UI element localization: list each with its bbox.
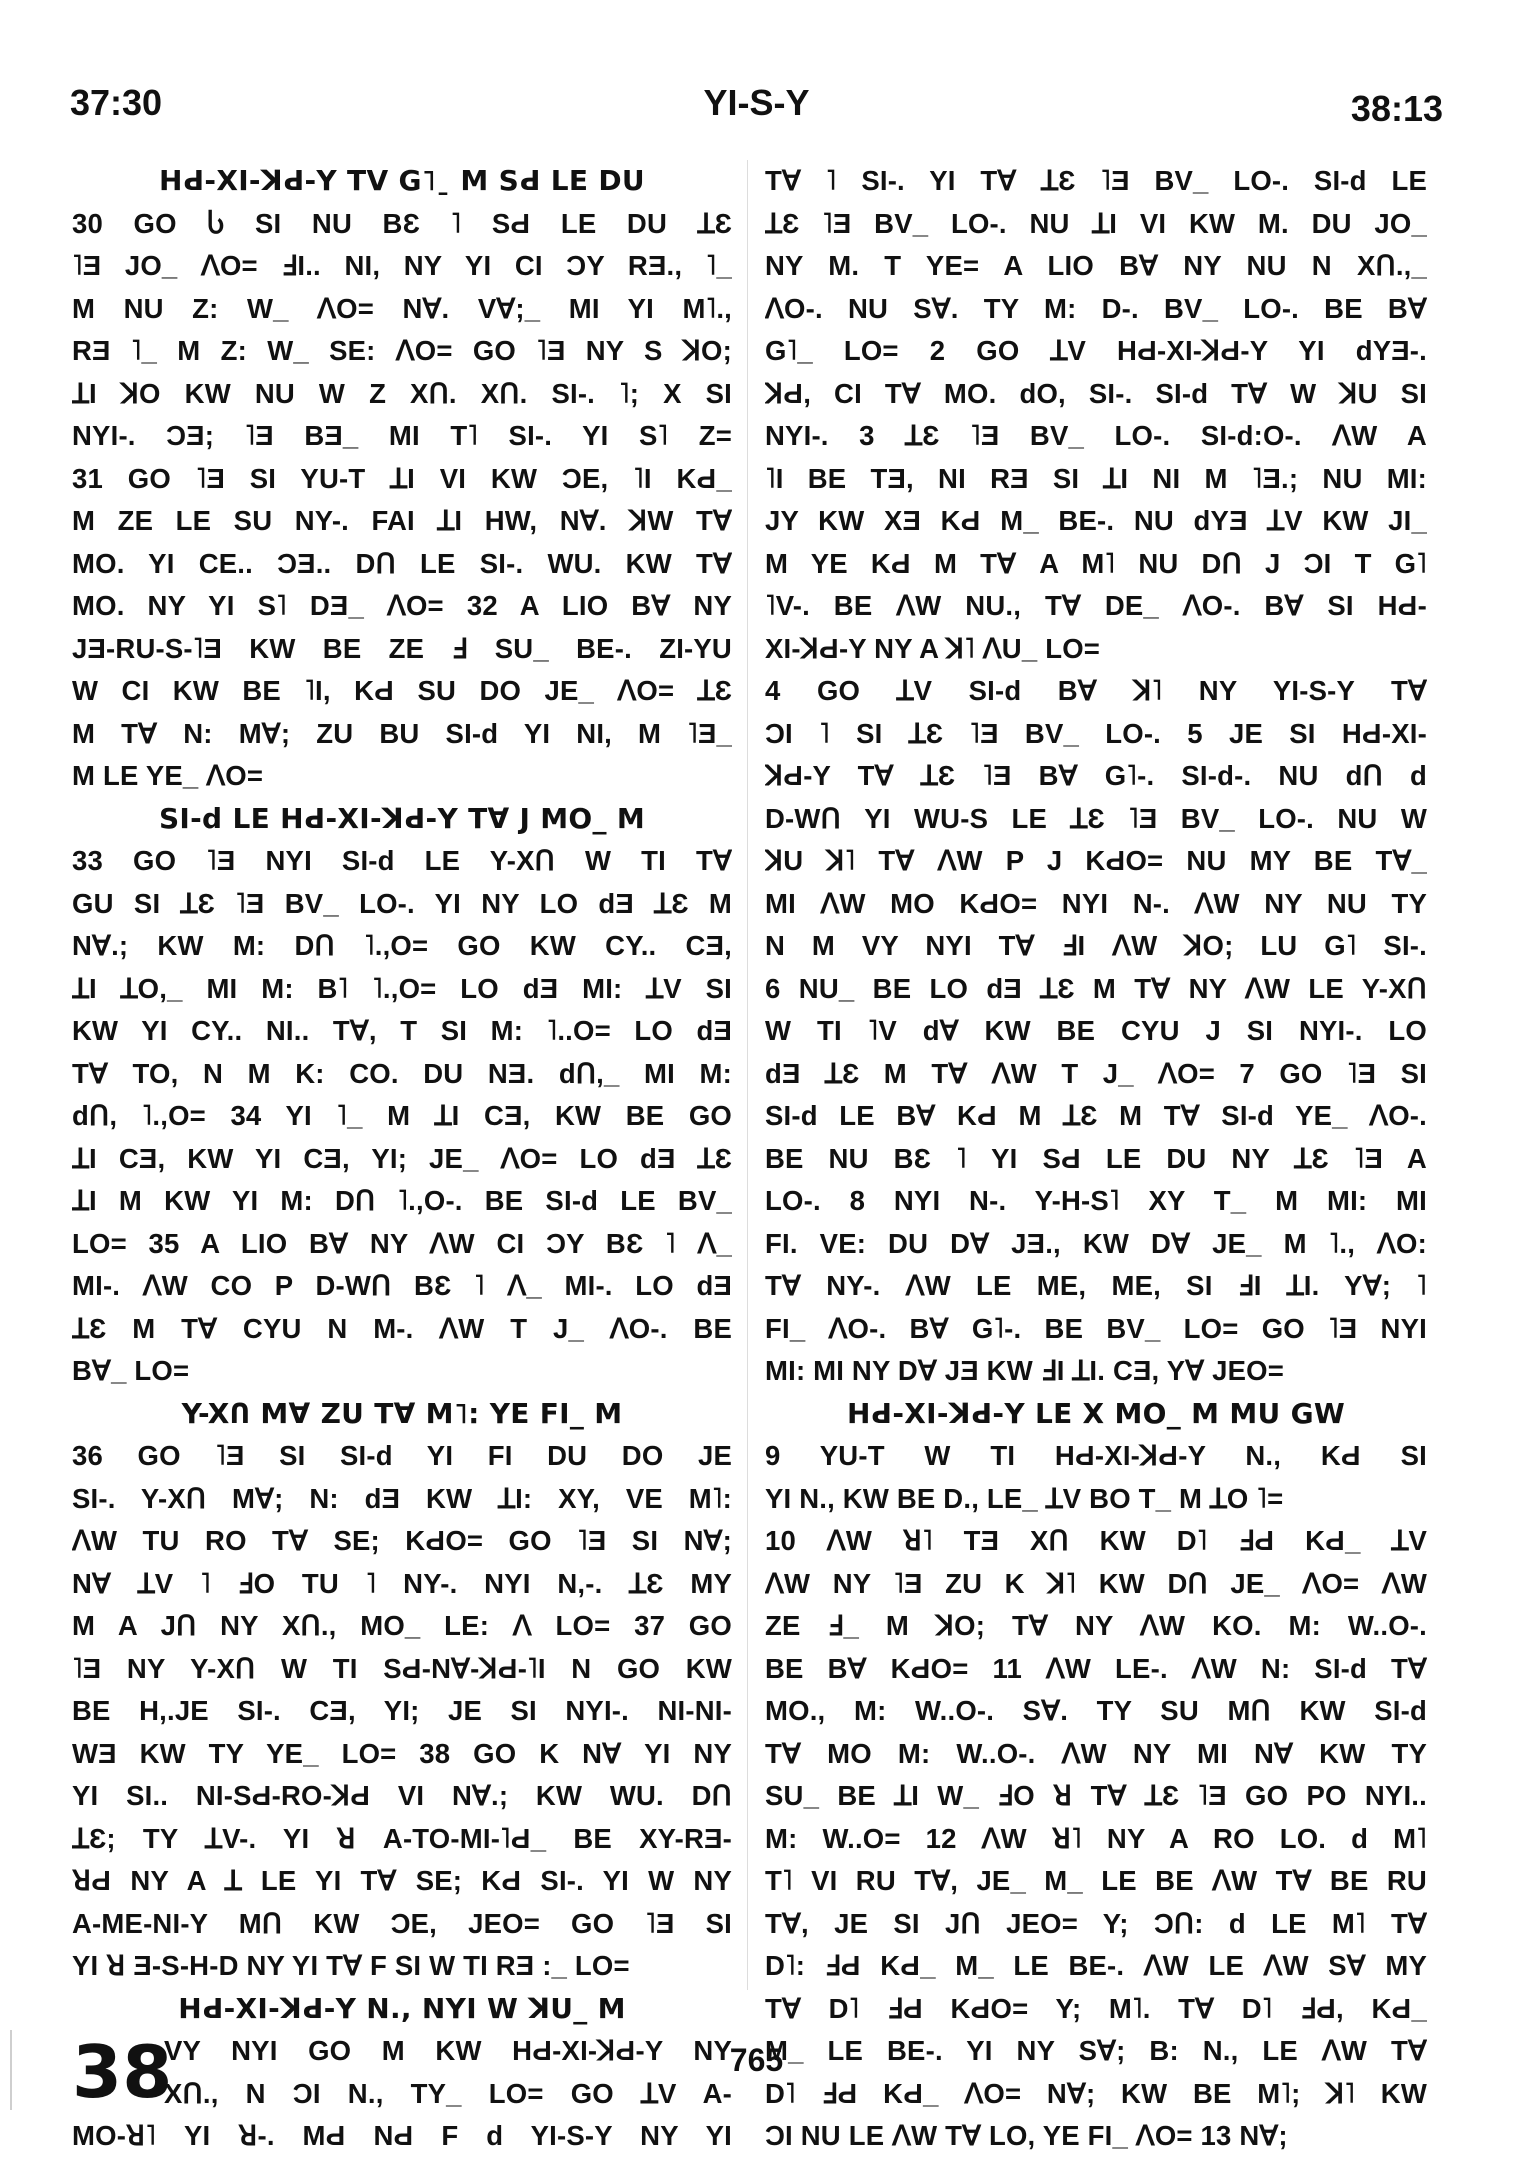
right-text-column <box>765 160 1427 2158</box>
text-line: Tꓯ D˥ ℲԀ KԀO= Y; M˥. Tꓯ D˥ ℲԀ, KԀ_ <box>765 1992 1427 2024</box>
text-line: ˥V-. BE ꓥW NU., Tꓯ DE_ ꓥO-. Bꓯ SI HԀ- <box>765 590 1427 621</box>
text-line: ꓥW TU RO Tꓯ SE; KԀO= GO ˥Ǝ SI Nꓯ; <box>72 1525 732 1556</box>
text-line: XI-ꓘԀ-Y NY A ꓘ˥ ꓥU_ LO= <box>765 632 1101 664</box>
text-line: M A JՈ NY XՈ., MO_ LE: ꓥ LO= 37 GO <box>72 1610 732 1641</box>
text-line: ꓕI ꓕO,_ MI M: B˥ ˥.,O= LO dƎ MI: ꓕV SI <box>72 972 732 1004</box>
running-head-end-ref: 38:13 <box>1350 88 1443 129</box>
text-line: 10 ꓥW ꓤ˥ TƎ XՈ KW D˥ ℲԀ KԀ_ ꓕV <box>765 1525 1427 1556</box>
text-line: ZE Ⅎ_ M ꓘO; Tꓯ NY ꓥW KO. M: W..O-. <box>765 1610 1427 1641</box>
text-line: SI-d LE Bꓯ KԀ M ꓕƐ M Tꓯ SI-d YE_ ꓥO-. <box>765 1100 1427 1131</box>
running-head-book-title: YI-S-Y <box>703 82 810 123</box>
verse-paragraph <box>72 1435 732 1988</box>
text-line: BE Bꓯ KԀO= 11 ꓥW LE-. ꓥW N: SI-d Tꓯ <box>765 1652 1427 1684</box>
text-line: W CI KW BE ˥I, KԀ SU DO JE_ ꓥO= ꓕƐ <box>72 675 732 706</box>
verse-paragraph <box>72 203 732 798</box>
text-line: MO., M: W..O-. Sꓯ. TY SU MՈ KW SI-d <box>765 1695 1427 1726</box>
page-number: 765 <box>729 2042 784 2078</box>
text-line: ꓕƐ M Tꓯ CYU N M-. ꓥW T J_ ꓥO-. BE <box>72 1312 732 1344</box>
text-line: MO-ꓤ˥ YI ꓤ-. MԀ NԀ F d YI-S-Y NY YI <box>72 2120 732 2151</box>
text-line: ꓘԀ, CI Tꓯ MO. dO, SI-. SI-d Tꓯ W ꓘU SI <box>765 377 1427 409</box>
verse-paragraph <box>765 160 1427 670</box>
text-line: JƎ-RU-S-˥Ǝ KW BE ZE Ⅎ SU_ BE-. ZI-YU <box>72 632 732 664</box>
text-line: MI: MI NY Dꓯ JƎ KW ℲI ꓕI. CƎ, Yꓯ JEO= <box>765 1355 1285 1386</box>
text-line: ꓕƐ ˥Ǝ BV_ LO-. NU ꓕI VI KW M. DU JO_ <box>765 207 1427 239</box>
text-line: ꓘU ꓘ˥ Tꓯ ꓥW P J KԀO= NU MY BE Tꓯ_ <box>765 845 1427 876</box>
running-head <box>70 82 1443 132</box>
text-line: ꓕI ꓘO KW NU W Z XՈ. XՈ. SI-. ˥; X SI <box>72 377 732 409</box>
running-head-start-ref: 37:30 <box>70 82 163 123</box>
text-line: 36 GO ˥Ǝ SI SI-d YI FI DU DO JE <box>72 1440 732 1471</box>
text-line: ꓕI M KW YI M: DՈ ˥.,O-. BE SI-d LE BV_ <box>72 1185 732 1216</box>
verse-paragraph <box>765 670 1427 1393</box>
text-line: dՈ, ˥.,O= 34 YI ˥_ M ꓕI CƎ, KW BE GO <box>72 1100 732 1131</box>
text-line: MO. NY YI S˥ DƎ_ ꓥO= 32 A LIO Bꓯ NY <box>72 590 732 621</box>
text-line: ˥Ǝ JO_ ꓥO= ℲI.. NI, NY YI CI ƆY RƎ., ˥_ <box>72 250 732 281</box>
text-line: Nꓯ.; KW M: DՈ ˥.,O= GO KW CY.. CƎ, <box>72 930 732 961</box>
text-line: KW YI CY.. NI.. Tꓯ, T SI M: ˥..O= LO dƎ <box>72 1015 732 1046</box>
section-heading: Y-XՈ Mꓯ ZU Tꓯ M˥: YE FI_ M <box>181 1396 623 1430</box>
text-line: SI-. Y-XՈ Mꓯ; N: dƎ KW ꓕI: XY, VE M˥: <box>72 1482 732 1514</box>
text-line: NY M. T YE= A LIO Bꓯ NY NU N XՈ.,_ <box>765 250 1427 281</box>
text-line: M Tꓯ N: Mꓯ; ZU BU SI-d YI NI, M ˥Ǝ_ <box>72 717 732 749</box>
text-line: ƆI ˥ SI ꓕƐ ˥Ǝ BV_ LO-. 5 JE SI HԀ-XI- <box>765 717 1427 749</box>
left-text-column <box>72 160 732 2158</box>
text-line: D˥ ℲԀ KԀ_ ꓥO= Nꓯ; KW BE M˥; ꓘ˥ KW <box>765 2077 1427 2109</box>
text-line: LO-. 8 NYI N-. Y-H-S˥ XY T_ M MI: MI <box>765 1185 1427 1216</box>
section-heading: HԀ-XI-ꓘԀ-Y TV G˥ˍ M SԀ LE DU <box>159 164 645 197</box>
text-line: M: W..O= 12 ꓥW ꓤ˥ NY A RO LO. d M˥ <box>765 1822 1427 1854</box>
text-line: A-ME-NI-Y MՈ KW ƆE, JEO= GO ˥Ǝ SI <box>72 1907 732 1939</box>
text-line: MI-. ꓥW CO P D-WՈ BƐ ˥ ꓥ_ MI-. LO dƎ <box>72 1270 732 1301</box>
text-line: FI_ ꓥO-. Bꓯ G˥-. BE BV_ LO= GO ˥Ǝ NYI <box>765 1312 1427 1344</box>
text-line: W TI ˥V dꓯ KW BE CYU J SI NYI-. LO <box>765 1015 1427 1046</box>
text-line: Tꓯ TO, N M K: CO. DU NƎ. dՈ,_ MI M: <box>72 1057 732 1089</box>
text-line: D-WՈ YI WU-S LE ꓕƐ ˥Ǝ BV_ LO-. NU W <box>765 802 1427 834</box>
section-heading: HԀ-XI-ꓘԀ-Y LE X MO_ M MU GW <box>846 1396 1346 1430</box>
text-line: ꓥO-. NU Sꓯ. TY M: D-. BV_ LO-. BE Bꓯ <box>765 292 1427 324</box>
text-line: NYI-. ƆƎ; ˥Ǝ BƎ_ MI T˥ SI-. YI S˥ Z= <box>72 420 732 451</box>
text-line: Bꓯ_ LO= <box>72 1355 190 1386</box>
text-line: Tꓯ MO M: W..O-. ꓥW NY MI Nꓯ KW TY <box>765 1737 1427 1769</box>
text-line: GU SI ꓕƐ ˥Ǝ BV_ LO-. YI NY LO dƎ ꓕƐ M <box>72 887 732 919</box>
text-line: ˥I BE TƎ, NI RƎ SI ꓕI NI M ˥Ǝ.; NU MI: <box>765 462 1427 494</box>
text-line: MO. YI CE.. ƆƎ.. DՈ LE SI-. WU. KW Tꓯ <box>72 547 732 579</box>
text-line: T˥ VI RU Tꓯ, JE_ M_ LE BE ꓥW Tꓯ BE RU <box>765 1865 1427 1896</box>
text-line: WƎ KW TY YE_ LO= 38 GO K Nꓯ YI NY <box>72 1737 732 1769</box>
text-line: M NU Z: W_ ꓥO= Nꓯ. Vꓯ;_ MI YI M˥., <box>72 292 732 324</box>
text-line: ꓕI CƎ, KW YI CƎ, YI; JE_ ꓥO= LO dƎ ꓕƐ <box>72 1142 732 1174</box>
text-line: LO= 35 A LIO Bꓯ NY ꓥW CI ƆY BƐ ˥ ꓥ_ <box>72 1227 732 1259</box>
scan-edge-mark <box>10 2030 12 2110</box>
chapter-number: 38 <box>72 2030 173 2114</box>
text-line: 6 NU_ BE LO dƎ ꓕƐ M Tꓯ NY ꓥW LE Y-XՈ <box>765 972 1427 1004</box>
text-line: Tꓯ, JE SI JՈ JEO= Y; ƆՈ: d LE M˥ Tꓯ <box>765 1907 1427 1939</box>
text-line: RƎ ˥_ M Z: W_ SE: ꓥO= GO ˥Ǝ NY S ꓘO; <box>72 335 732 366</box>
column-gutter <box>747 160 748 1990</box>
text-line: YI SI.. NI-SԀ-RO-ꓘԀ VI Nꓯ.; KW WU. DՈ <box>72 1780 732 1811</box>
text-line: Tꓯ ˥ SI-. YI Tꓯ ꓕƐ ˥Ǝ BV_ LO-. SI-d LE <box>765 165 1427 196</box>
verse-paragraph <box>72 840 732 1393</box>
text-line: M_ LE BE-. YI NY Sꓯ; B: N., LE ꓥW Tꓯ <box>765 2035 1427 2066</box>
text-line: M LE YE_ ꓥO= <box>72 760 264 791</box>
text-line: ꓘԀ-Y Tꓯ ꓕƐ ˥Ǝ Bꓯ G˥-. SI-d-. NU dՈ d <box>765 760 1427 791</box>
text-line: SU_ BE ꓕI W_ ℲO ꓤ Tꓯ ꓕƐ ˥Ǝ GO PO NYI.. <box>765 1780 1427 1811</box>
text-line: ꓕƐ; TY ꓕV-. YI ꓤ A-TO-MI-˥Ԁ_ BE XY-RƎ- <box>72 1822 732 1854</box>
text-line: ꓤԀ NY A ꓕ LE YI Tꓯ SE; KԀ SI-. YI W NY <box>72 1865 732 1896</box>
verse-paragraph <box>765 1435 1427 1520</box>
text-line: 33 GO ˥Ǝ NYI SI-d LE Y-XՈ W TI Tꓯ <box>72 845 732 876</box>
text-line: G˥_ LO= 2 GO ꓕV HԀ-XI-ꓘԀ-Y YI dYƎ-. <box>765 335 1427 366</box>
text-line: NYI-. 3 ꓕƐ ˥Ǝ BV_ LO-. SI-d:O-. ꓥW A <box>765 420 1427 451</box>
text-line: YI N., KW BE D., LE_ ꓕV BO T_ M ꓕO ˥= <box>765 1482 1284 1514</box>
text-line: JY KW XƎ KԀ M_ BE-. NU dYƎ ꓕV KW JI_ <box>765 505 1427 536</box>
text-line: ˥Ǝ NY Y-XՈ W TI SԀ-Nꓯ-ꓘԀ-˥I N GO KW <box>72 1652 732 1684</box>
text-line: ꓥW NY ˥Ǝ ZU K ꓘ˥ KW DՈ JE_ ꓥO= ꓥW <box>765 1567 1427 1599</box>
section-heading: HԀ-XI-ꓘԀ-Y N., NYI W ꓘU_ M <box>178 1991 626 2025</box>
text-line: BE NU BƐ ˥ YI SԀ LE DU NY ꓕƐ ˥Ǝ A <box>765 1142 1427 1174</box>
text-line: FI. VE: DU Dꓯ JƎ., KW Dꓯ JE_ M ˥., ꓥO: <box>765 1227 1427 1259</box>
text-line: D˥: ℲԀ KԀ_ M_ LE BE-. ꓥW LE ꓥW Sꓯ MY <box>765 1950 1427 1981</box>
text-line: VY NYI GO M KW HԀ-XI-ꓘԀ-Y NY <box>164 2035 732 2066</box>
text-line: 9 YU-T W TI HԀ-XI-ꓘԀ-Y N., KԀ SI <box>765 1440 1427 1471</box>
text-line: Tꓯ NY-. ꓥW LE ME, ME, SI ℲI ꓕI. Yꓯ; ˥ <box>765 1270 1427 1301</box>
section-heading: SI-d LE HԀ-XI-ꓘԀ-Y Tꓯ J MO_ M <box>158 801 646 835</box>
text-line: YI ꓤ Ǝ-S-H-D NY YI Tꓯ F SI W TI RƎ :_ LO= <box>72 1950 630 1981</box>
text-line: Nꓯ ꓕV ˥ ℲO TU ˥ NY-. NYI N,-. ꓕƐ MY <box>72 1567 732 1599</box>
text-line: 30 GO Ⴑ SI NU BƐ ˥ SԀ LE DU ꓕƐ <box>72 207 732 239</box>
text-line: M ZE LE SU NY-. FAI ꓕI HW, Nꓯ. ꓘW Tꓯ <box>72 505 732 536</box>
text-line: N M VY NYI Tꓯ ℲI ꓥW ꓘO; LU G˥ SI-. <box>765 930 1427 961</box>
text-line: BE H,.JE SI-. CƎ, YI; JE SI NYI-. NI-NI- <box>72 1695 732 1726</box>
text-line: M YE KԀ M Tꓯ A M˥ NU DՈ J ƆI T G˥ <box>765 547 1427 579</box>
text-line: 4 GO ꓕV SI-d Bꓯ ꓘ˥ NY YI-S-Y Tꓯ <box>765 675 1427 706</box>
text-line: dƎ ꓕƐ M Tꓯ ꓥW T J_ ꓥO= 7 GO ˥Ǝ SI <box>765 1057 1427 1089</box>
text-line: MI ꓥW MO KԀO= NYI N-. ꓥW NY NU TY <box>765 887 1427 919</box>
text-line: 31 GO ˥Ǝ SI YU-T ꓕI VI KW ƆE, ˥I KԀ_ <box>72 462 732 494</box>
text-line: XՈ., N ƆI N., TY_ LO= GO ꓕV A- <box>164 2077 732 2109</box>
text-line: ƆI NU LE ꓥW Tꓯ LO, YE FI_ ꓥO= 13 Nꓯ; <box>765 2120 1288 2151</box>
